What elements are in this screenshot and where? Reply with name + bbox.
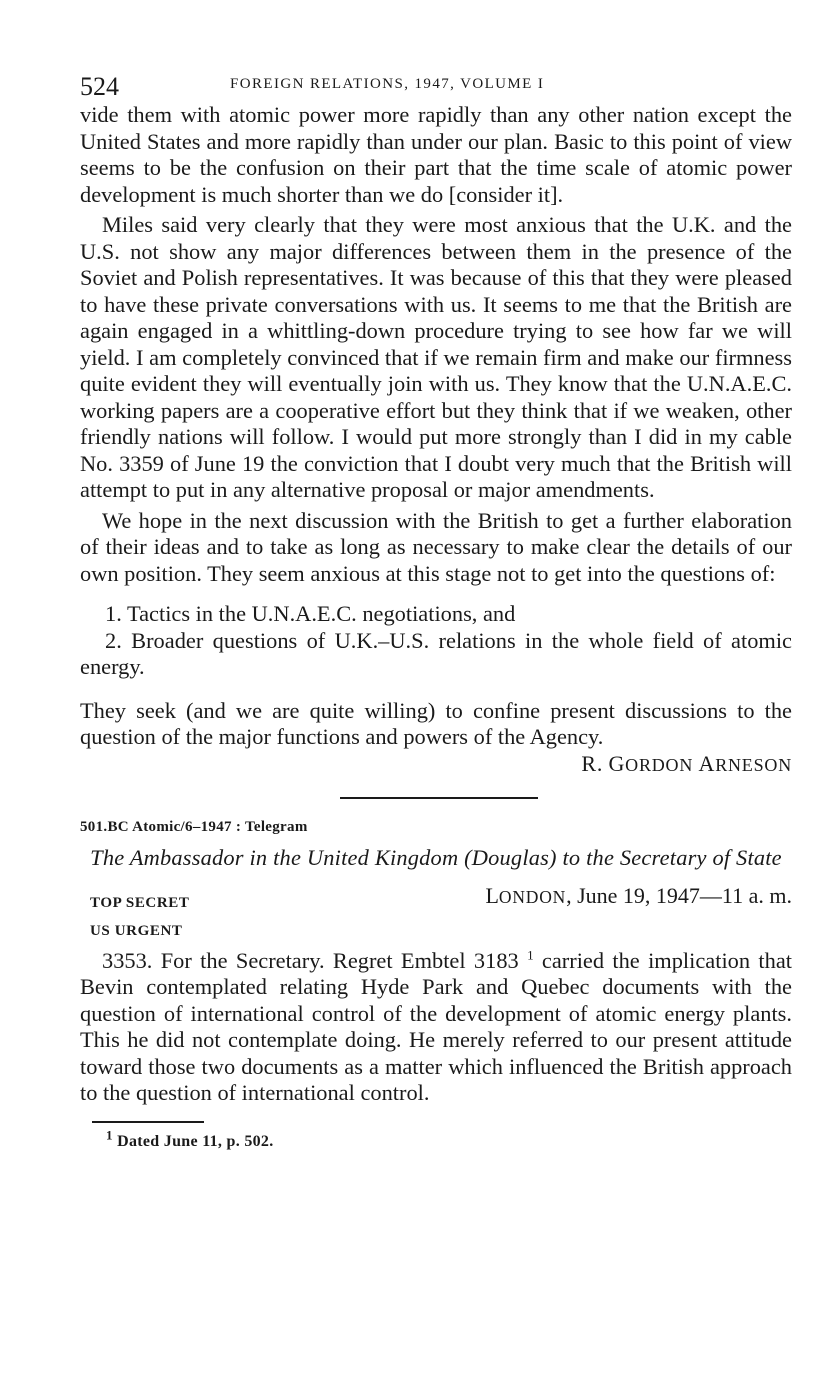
section-divider bbox=[340, 797, 538, 799]
list-item: 1. Tactics in the U.N.A.E.C. negotiations, and bbox=[105, 601, 516, 626]
document-page bbox=[80, 68, 792, 1151]
footnote: $^1$ Dated June 11, p. 502. bbox=[106, 1127, 274, 1150]
memo-paragraph: vide them with atomic power more rapidly than any other nation except the United States and more rapidly than under our plan. Basic to this point of view seems to be the confusion on their part that the time scale of atomic power development is much shorter than we do [consider it]. bbox=[80, 102, 792, 207]
file-reference: 501.BC Atomic/6–1947 : Telegram bbox=[80, 818, 308, 835]
list-item: 2. Broader questions of U.K.–U.S. relations in the whole field of atomic energy. bbox=[80, 627, 792, 679]
classification-label: TOP SECRET bbox=[90, 894, 190, 911]
memo-body bbox=[80, 102, 792, 587]
footnote-marker: 1 bbox=[527, 947, 534, 963]
telegram-body: 3353. For the Secretary. Regret Embtel 3183 $^1$ carried the implication that Bevin contemplated relating Hyde Park and Quebec documents with the question of international control of the development of atomic energy plants. This he did not contemplate doing. He merely referred to our present attitude toward those two documents as a matter which influenced the British approach to the question of international control. bbox=[80, 947, 792, 1105]
document-heading: The Ambassador in the United Kingdom (Douglas) to the Secretary of State bbox=[90, 844, 782, 870]
telegram-meta bbox=[80, 883, 792, 917]
footnote-divider bbox=[92, 1121, 204, 1123]
numbered-list bbox=[80, 601, 792, 681]
memo-paragraph: Miles said very clearly that they were most anxious that the U.K. and the U.S. not show any major differences between them in the presence of the Soviet and Polish representatives. It was because of this that they were pleased to have these private conversations with us. It seems to me that the British are again engaged in a whittling-down procedure trying to see how far we will yield. I am completely convinced that if we remain firm and make our firmness quite evident they will eventually join with us. They know that the U.N.A.E.C. working papers are a cooperative effort but they think that if we weaken, other friendly nations will follow. I would put more strongly than I did in my cable No. 3359 of June 19 the conviction that I doubt very much that the British will attempt to put in any alternative proposal or major amendments. bbox=[80, 212, 792, 502]
signature: R. GORDON ARNESON bbox=[581, 750, 792, 776]
running-title: FOREIGN RELATIONS, 1947, VOLUME I bbox=[230, 76, 545, 92]
dateline: LONDON, June 19, 1947—11 a. m. bbox=[485, 882, 792, 908]
memo-closing-paragraph: They seek (and we are quite willing) to confine present discussions to the question of the major functions and powers of the Agency. bbox=[80, 697, 792, 749]
page-number: 524 bbox=[80, 72, 119, 101]
urgency-label: US URGENT bbox=[90, 922, 183, 939]
running-head bbox=[80, 68, 792, 102]
memo-paragraph: We hope in the next discussion with the British to get a further elaboration of their ideas and to take as long as necessary to make clear the details of our own position. They seem anxious at this stage not to get into the questions of: bbox=[80, 507, 792, 586]
